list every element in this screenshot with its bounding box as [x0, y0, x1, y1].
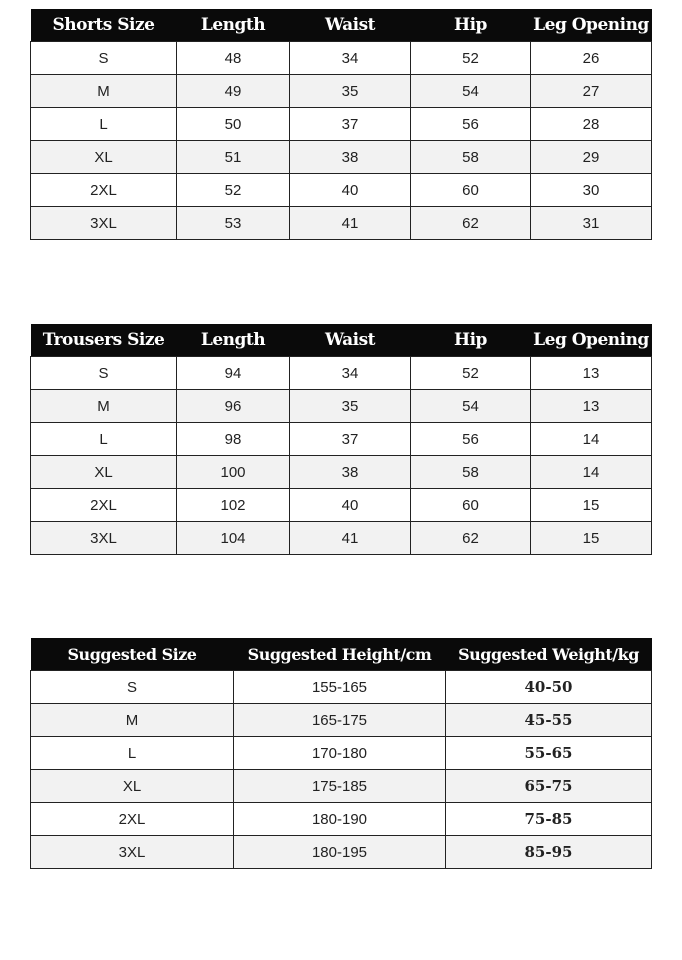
table-cell: 35	[290, 390, 411, 423]
table-row	[31, 141, 652, 174]
shorts-size-table	[30, 9, 652, 240]
column-header: Waist	[290, 9, 411, 42]
table-cell: 104	[177, 522, 290, 555]
table-cell: 175-185	[234, 770, 446, 803]
column-header: Shorts Size	[31, 9, 177, 42]
table-cell: 54	[411, 390, 531, 423]
table-row	[31, 42, 652, 75]
table-cell: 180-190	[234, 803, 446, 836]
table-cell: XL	[31, 141, 177, 174]
table-cell: 98	[177, 423, 290, 456]
table-row	[31, 770, 652, 803]
table-cell: 102	[177, 489, 290, 522]
table-cell: 50	[177, 108, 290, 141]
suggested-size-table	[30, 638, 652, 869]
table-cell: 49	[177, 75, 290, 108]
table-cell: S	[31, 357, 177, 390]
table-cell: 37	[290, 423, 411, 456]
table-row	[31, 836, 652, 869]
column-header: Hip	[411, 324, 531, 357]
table-cell: 45-55	[446, 704, 652, 737]
table-cell: 2XL	[31, 803, 234, 836]
table-cell: 51	[177, 141, 290, 174]
table-row	[31, 174, 652, 207]
table-cell: 40	[290, 489, 411, 522]
table-cell: 14	[531, 456, 652, 489]
table-cell: 54	[411, 75, 531, 108]
table-cell: M	[31, 704, 234, 737]
table-cell: XL	[31, 456, 177, 489]
table-row	[31, 803, 652, 836]
table-cell: 48	[177, 42, 290, 75]
column-header: Waist	[290, 324, 411, 357]
column-header: Length	[177, 324, 290, 357]
table-cell: 52	[411, 42, 531, 75]
table-cell: 38	[290, 141, 411, 174]
column-header: Suggested Size	[31, 638, 234, 671]
table-cell: S	[31, 671, 234, 704]
table-cell: 62	[411, 522, 531, 555]
table-row	[31, 75, 652, 108]
table-cell: 3XL	[31, 522, 177, 555]
table-row	[31, 207, 652, 240]
table-cell: 13	[531, 390, 652, 423]
column-header: Trousers Size	[31, 324, 177, 357]
table-cell: 100	[177, 456, 290, 489]
table-cell: 180-195	[234, 836, 446, 869]
table-cell: 96	[177, 390, 290, 423]
column-header: Suggested Weight/kg	[446, 638, 652, 671]
table-cell: 3XL	[31, 836, 234, 869]
column-header: Leg Opening	[531, 9, 652, 42]
table-cell: 60	[411, 174, 531, 207]
table-cell: 41	[290, 207, 411, 240]
table-cell: 27	[531, 75, 652, 108]
table-cell: 3XL	[31, 207, 177, 240]
table-row	[31, 489, 652, 522]
table-cell: 75-85	[446, 803, 652, 836]
table-cell: M	[31, 75, 177, 108]
table-cell: XL	[31, 770, 234, 803]
table-cell: 53	[177, 207, 290, 240]
table-cell: 37	[290, 108, 411, 141]
column-header: Leg Opening	[531, 324, 652, 357]
table-row	[31, 671, 652, 704]
header-row	[31, 638, 652, 671]
table-row	[31, 456, 652, 489]
table-cell: 31	[531, 207, 652, 240]
table-cell: 85-95	[446, 836, 652, 869]
table-cell: 29	[531, 141, 652, 174]
table-cell: 62	[411, 207, 531, 240]
table-cell: 60	[411, 489, 531, 522]
table-cell: 170-180	[234, 737, 446, 770]
table-cell: L	[31, 108, 177, 141]
table-cell: 56	[411, 108, 531, 141]
table-cell: 56	[411, 423, 531, 456]
table-cell: 55-65	[446, 737, 652, 770]
table-cell: 2XL	[31, 174, 177, 207]
column-header: Length	[177, 9, 290, 42]
column-header: Hip	[411, 9, 531, 42]
table-cell: 40-50	[446, 671, 652, 704]
table-cell: 155-165	[234, 671, 446, 704]
table-cell: M	[31, 390, 177, 423]
trousers-size-table	[30, 324, 652, 555]
table-row	[31, 423, 652, 456]
table-cell: 34	[290, 42, 411, 75]
table-cell: 35	[290, 75, 411, 108]
table-cell: 15	[531, 522, 652, 555]
table-cell: L	[31, 423, 177, 456]
table-row	[31, 357, 652, 390]
header-row	[31, 9, 652, 42]
table-row	[31, 390, 652, 423]
table-cell: 30	[531, 174, 652, 207]
table-row	[31, 522, 652, 555]
table-row	[31, 737, 652, 770]
table-cell: 65-75	[446, 770, 652, 803]
table-cell: 58	[411, 141, 531, 174]
table-row	[31, 108, 652, 141]
table-cell: S	[31, 42, 177, 75]
table-cell: 26	[531, 42, 652, 75]
table-cell: 28	[531, 108, 652, 141]
table-cell: 41	[290, 522, 411, 555]
table-cell: L	[31, 737, 234, 770]
table-cell: 52	[177, 174, 290, 207]
table-cell: 40	[290, 174, 411, 207]
table-cell: 34	[290, 357, 411, 390]
table-row	[31, 704, 652, 737]
table-cell: 52	[411, 357, 531, 390]
table-cell: 58	[411, 456, 531, 489]
header-row	[31, 324, 652, 357]
table-cell: 2XL	[31, 489, 177, 522]
column-header: Suggested Height/cm	[234, 638, 446, 671]
table-cell: 38	[290, 456, 411, 489]
table-cell: 14	[531, 423, 652, 456]
table-cell: 94	[177, 357, 290, 390]
table-cell: 13	[531, 357, 652, 390]
table-cell: 15	[531, 489, 652, 522]
table-cell: 165-175	[234, 704, 446, 737]
